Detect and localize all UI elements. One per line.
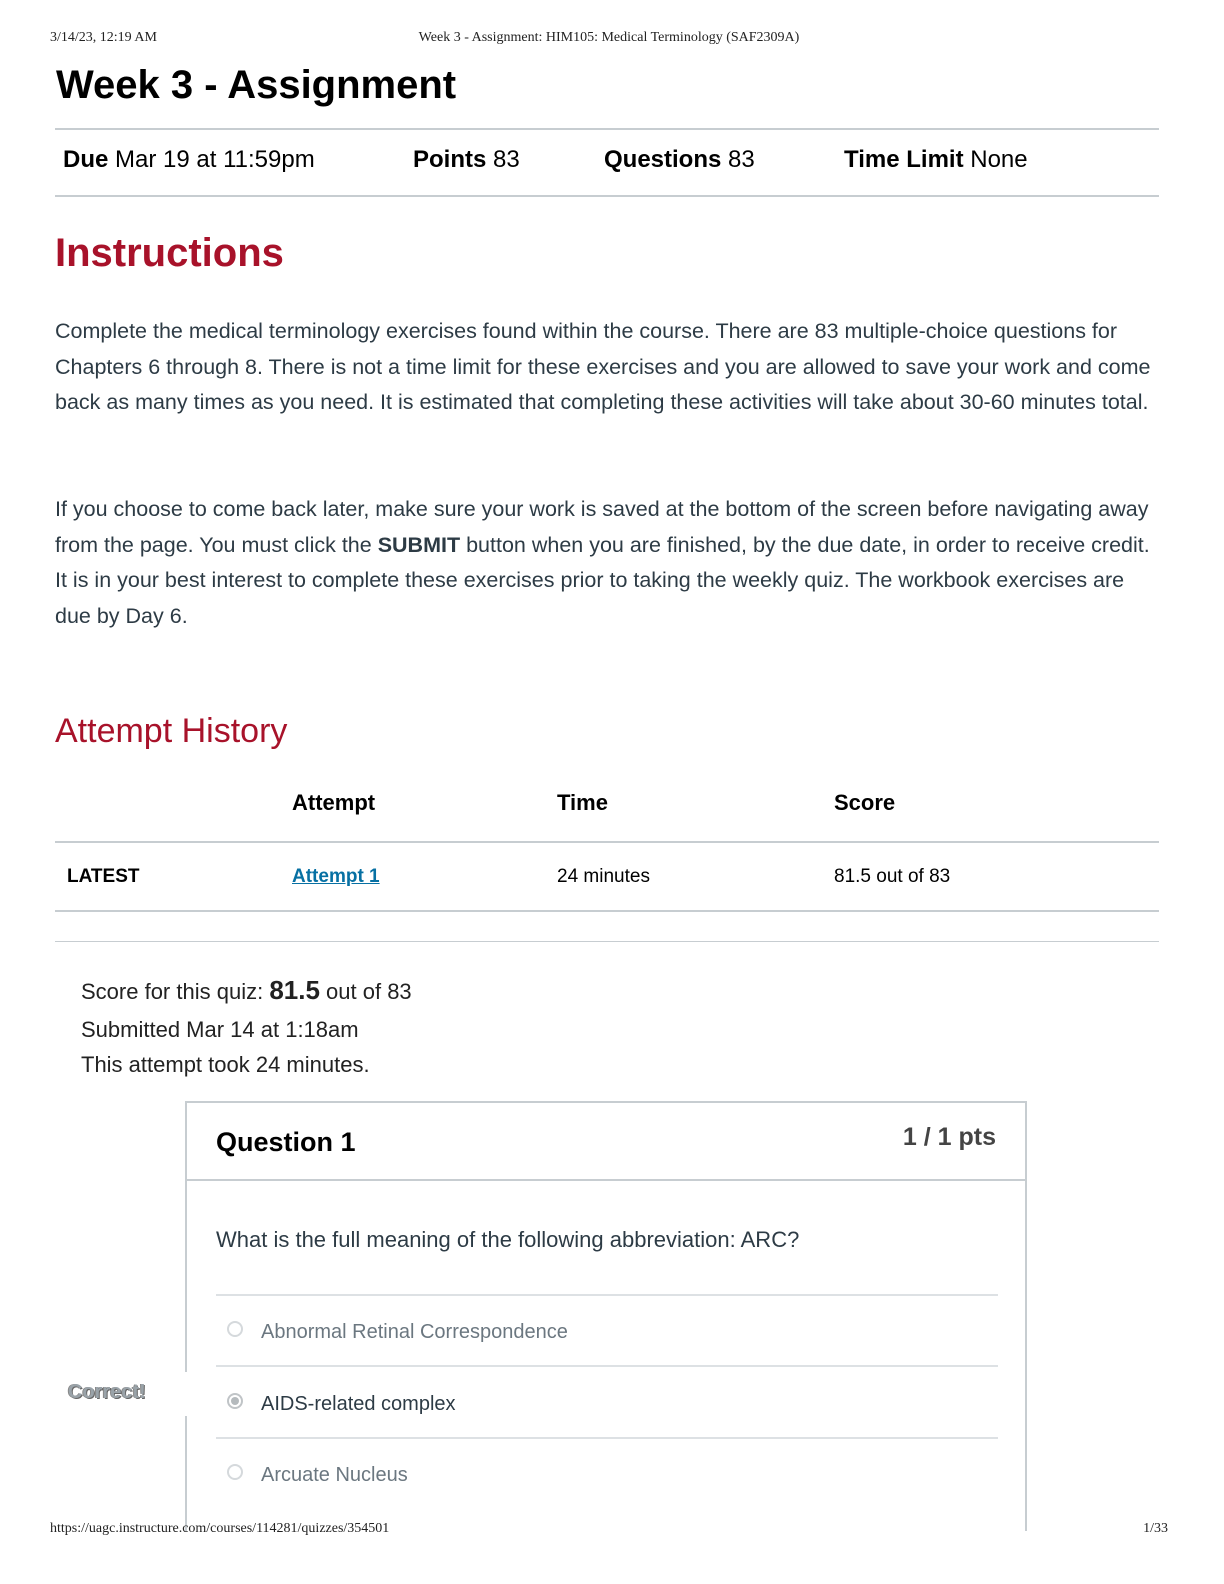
instructions-paragraph: If you choose to come back later, make sure your work is saved at the bottom of the screen before navigating away from the page. You must click the SUBMIT button when you are finished, by the due date, in order to receive credit. It is in your best interest to complete these exercises prior to taking the weekly quiz. The workbook exercises are due by Day 6. [55, 497, 1150, 629]
latest-label: LATEST [67, 866, 140, 887]
column-header-time: Time [557, 790, 608, 815]
radio-checked-icon [227, 1393, 243, 1409]
attempt-link[interactable]: Attempt 1 [292, 866, 380, 887]
answer-divider [216, 1365, 998, 1367]
answer-option: Arcuate Nucleus [261, 1464, 408, 1487]
question-text: What is the full meaning of the following abbreviation: ARC? [216, 1227, 800, 1252]
questions-count: Questions 83 [604, 146, 755, 173]
divider [55, 128, 1159, 130]
attempt-score: 81.5 out of 83 [834, 866, 951, 887]
column-header-score: Score [834, 790, 896, 815]
attempt-time: 24 minutes [557, 866, 650, 887]
submit-emphasis: SUBMIT [377, 532, 461, 557]
radio-unchecked-icon [227, 1321, 243, 1337]
print-url: https://uagc.instructure.com/courses/114281/quizzes/354501 [50, 1521, 390, 1536]
print-footer [50, 1521, 1168, 1541]
divider [55, 195, 1159, 197]
answer-option-selected: AIDS-related complex [261, 1393, 456, 1416]
print-timestamp: 3/14/23, 12:19 AM [50, 30, 157, 45]
answer-divider [216, 1294, 998, 1296]
due-date: Due Mar 19 at 11:59pm [63, 146, 315, 173]
attempt-duration: This attempt took 24 minutes. [81, 1052, 370, 1077]
table-divider [55, 910, 1159, 912]
column-header-attempt: Attempt [292, 790, 376, 815]
correct-indicator-gap [185, 1372, 187, 1416]
question-card [185, 1101, 1027, 1531]
score-value: 81.5 [269, 975, 320, 1005]
table-divider [55, 841, 1159, 843]
divider [55, 941, 1159, 942]
question-points: 1 / 1 pts [902, 1123, 996, 1151]
correct-label: Correct! [68, 1381, 146, 1403]
question-title: Question 1 [216, 1127, 356, 1157]
time-limit: Time Limit None [844, 146, 1028, 173]
answer-option: Abnormal Retinal Correspondence [261, 1321, 568, 1344]
radio-unchecked-icon [227, 1464, 243, 1480]
print-page-title: Week 3 - Assignment: HIM105: Medical Terminology (SAF2309A) [418, 30, 800, 45]
instructions-paragraph: Complete the medical terminology exercises found within the course. There are 83 multiple-choice questions for Chapters 6 through 8. There is not a time limit for these exercises and you are allowed to save your work and come back as many times as you need. It is estimated that completing these activities will take about 30-60 minutes total. [55, 319, 1151, 415]
question-header [187, 1103, 1025, 1181]
points: Points 83 [413, 146, 520, 173]
submitted-time: Submitted Mar 14 at 1:18am [81, 1017, 359, 1042]
score-line: Score for this quiz: 81.5 out of 83 [81, 975, 412, 1005]
page-title: Week 3 - Assignment [56, 63, 457, 107]
print-page-number: 1/33 [1143, 1521, 1168, 1536]
attempt-history-heading: Attempt History [55, 712, 288, 750]
instructions-heading: Instructions [55, 231, 284, 275]
answer-divider [216, 1437, 998, 1439]
print-header [50, 30, 1168, 50]
